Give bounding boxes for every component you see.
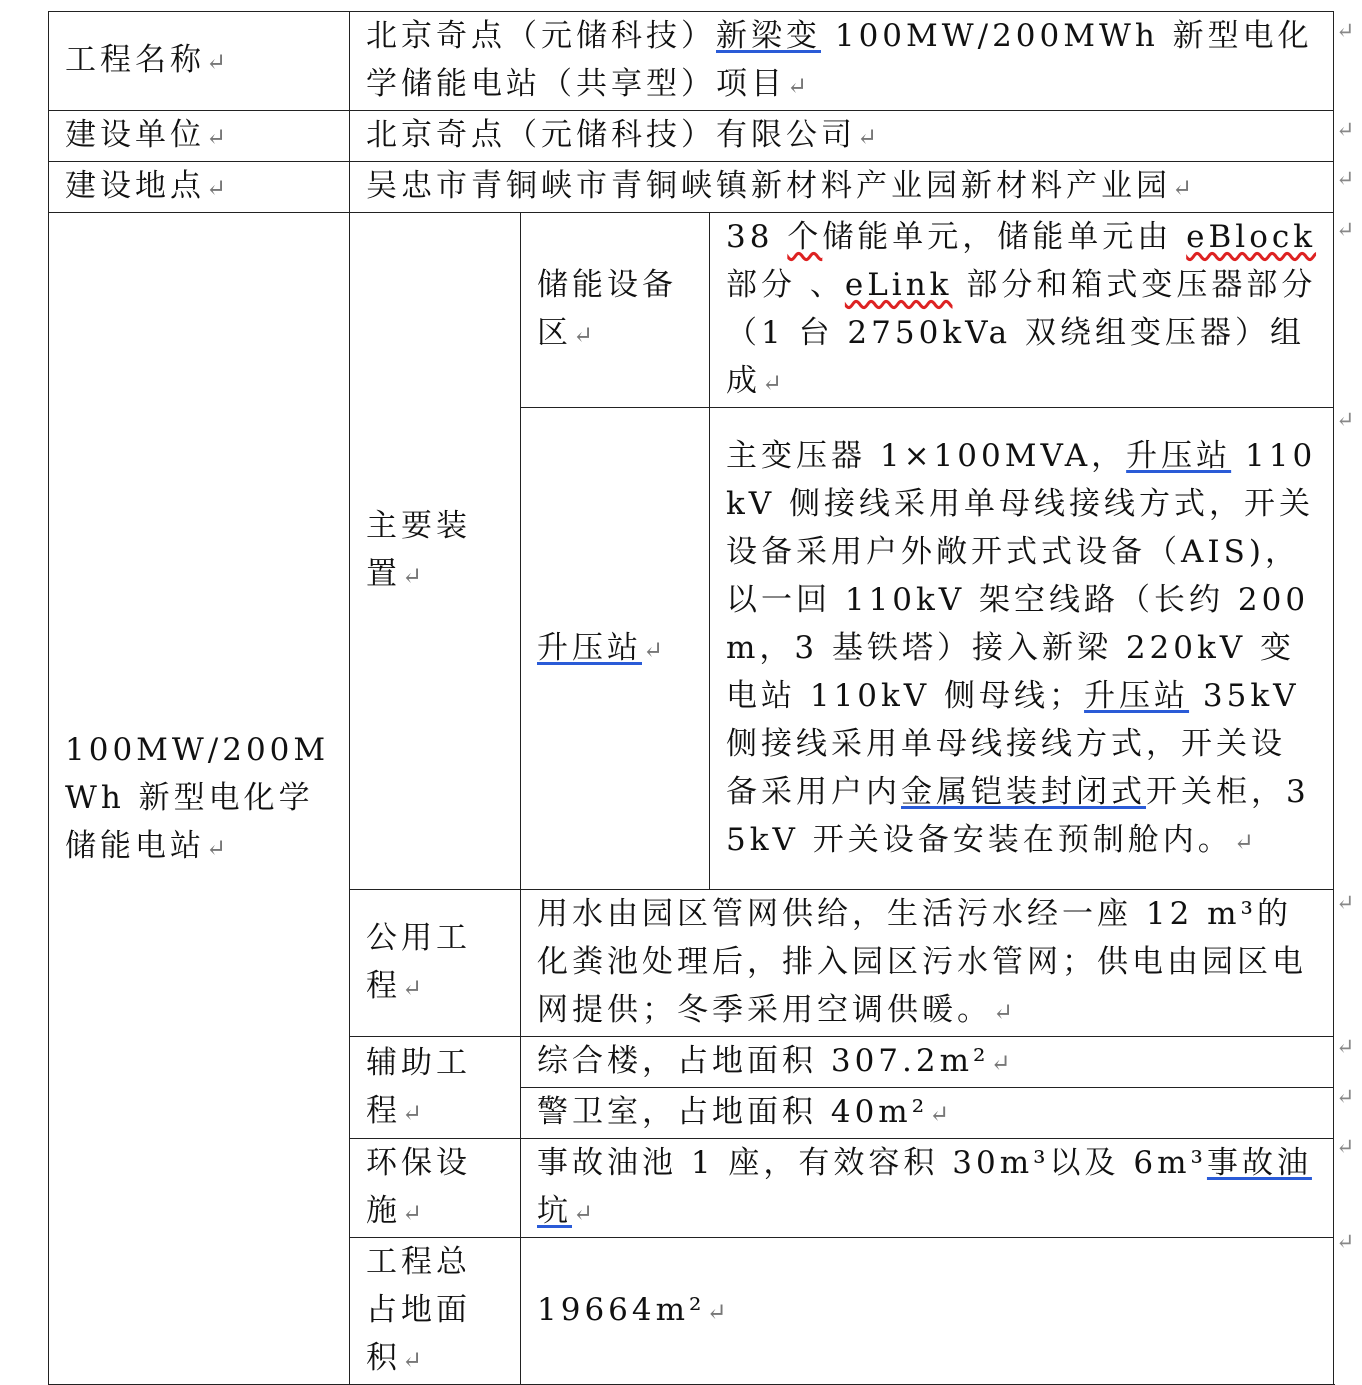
storage-desc-part: 部分和箱式变压器部分 （1 台 2750kVa 双绕组变压器）组成 [726,267,1317,399]
auxiliary-item-cell [521,1088,1334,1139]
storage-desc-part: 部分 、 [726,267,845,303]
builder-label-cell [49,111,350,162]
paragraph-mark: ↵ [706,1298,727,1326]
environmental-underlined-term: 事故油坑 [537,1145,1312,1229]
station-label-cell [49,213,350,1385]
row-end-mark: ↵ [1336,19,1355,44]
auxiliary-item: 警卫室，占地面积 40m² [537,1094,929,1130]
paragraph-mark: ↵ [787,72,808,100]
location-value: 吴忠市青铜峡市青铜峡镇新材料产业园新材料产业园 [366,168,1171,204]
paragraph-mark: ↵ [1172,174,1193,202]
auxiliary-item: 综合楼，占地面积 307.2m² [537,1043,990,1079]
booster-desc-part: 主变压器 1×100MVA， [726,437,1127,474]
main-equipment-label: 主要装置 [366,508,471,592]
row-project-name [49,12,1334,111]
row-end-mark: ↵ [1336,167,1355,192]
storage-desc-flagged-term: eBlock [1186,219,1317,255]
booster-desc-underlined-term: 金属铠装封闭式 [901,773,1146,810]
booster-desc-underlined-term: 升压站 [1084,677,1190,714]
storage-desc-flagged-term: eLink [844,267,953,303]
row-end-mark: ↵ [1336,408,1355,433]
builder-value: 北京奇点（元储科技）有限公司 [366,117,856,153]
paragraph-mark: ↵ [402,1098,423,1127]
paragraph-mark: ↵ [929,1100,950,1128]
paragraph-mark: ↵ [573,1199,594,1227]
auxiliary-label-cell [350,1037,521,1139]
auxiliary-label: 辅助工程 [366,1044,471,1129]
environmental-value-cell [521,1139,1334,1238]
project-name-label: 工程名称 [65,42,205,78]
row-builder [49,111,1334,162]
total-area-label: 工程总占地面积 [366,1244,471,1376]
row-end-mark: ↵ [1336,1085,1355,1110]
paragraph-mark: ↵ [206,48,227,76]
paragraph-mark: ↵ [206,174,227,202]
main-equipment-label-cell [350,213,521,890]
total-area-value-cell [521,1238,1334,1385]
total-area-label-cell [350,1238,521,1385]
project-info-table [48,11,1334,1385]
public-works-value: 用水由园区管网供给，生活污水经一座 12 m³的化粪池处理后，排入园区污水管网；供电由园区电网提供；冬季采用空调供暖。 [537,896,1307,1028]
row-storage-area [49,213,1334,408]
project-name-part-3: 100MW/200MWh 新型电化学储能电站（共享型）项目 [366,18,1313,102]
location-label-cell [49,162,350,213]
storage-desc-cell [710,213,1334,408]
public-works-label-cell [350,890,521,1037]
booster-desc-underlined-term: 升压站 [1126,437,1232,474]
paragraph-mark: ↵ [643,635,664,664]
builder-value-cell [350,111,1334,162]
paragraph-mark: ↵ [206,833,227,862]
booster-desc-part: 开关柜，35kV 开关设备安装在预制舱内。 [726,773,1310,858]
row-end-mark: ↵ [1336,218,1355,243]
row-end-mark: ↵ [1336,118,1355,143]
location-label: 建设地点 [65,168,205,204]
row-end-mark: ↵ [1336,891,1355,916]
paragraph-mark: ↵ [990,1049,1011,1077]
paragraph-mark: ↵ [993,998,1014,1026]
project-name-value-cell [350,12,1334,111]
storage-label-cell [521,213,710,408]
auxiliary-item-cell [521,1037,1334,1088]
storage-desc-flagged-term: 个 [787,219,823,255]
location-value-cell [350,162,1334,213]
paragraph-mark: ↵ [402,562,423,590]
storage-desc-part: 38 [726,219,788,255]
paragraph-mark: ↵ [1233,827,1254,856]
environmental-value-part: 事故油池 1 座，有效容积 30m³以及 6m³ [537,1145,1207,1181]
row-end-marks [1336,0,1360,1299]
station-label: 100MW/200MWh 新型电化学储能电站 [65,731,330,864]
builder-label: 建设单位 [65,117,205,153]
booster-desc-cell [710,408,1334,890]
booster-desc-part: 110kV 侧接线采用单母线接线方式，开关设备采用户外敞开式式设备（AIS)，以一回 110kV 架空线路（长约 200m，3 基铁塔）接入新梁 220kV 变电站 110kV 侧母线； [726,437,1317,714]
booster-label: 升压站 [537,629,642,666]
paragraph-mark: ↵ [762,369,783,397]
row-end-mark: ↵ [1336,1135,1355,1160]
booster-label-cell [521,408,710,890]
paragraph-mark: ↵ [402,1346,423,1374]
storage-label: 储能设备区 [537,267,677,351]
paragraph-mark: ↵ [857,123,878,151]
booster-desc-part: 35kV 侧接线采用单母线接线方式，开关设备采用户内 [726,677,1300,810]
paragraph-mark: ↵ [206,123,227,151]
project-name-label-cell [49,12,350,111]
paragraph-mark: ↵ [402,1199,423,1227]
row-end-mark: ↵ [1336,1035,1355,1060]
row-end-mark: ↵ [1336,1230,1355,1255]
environmental-label: 环保设施 [366,1145,471,1229]
storage-desc-part: 储能单元，储能单元由 [822,219,1187,255]
public-works-value-cell [521,890,1334,1037]
total-area-value: 19664m² [537,1292,706,1328]
environmental-label-cell [350,1139,521,1238]
project-name-underlined-term: 新梁变 [716,18,821,54]
row-location [49,162,1334,213]
paragraph-mark: ↵ [573,321,594,349]
project-name-part-1: 北京奇点（元储科技） [366,18,716,54]
paragraph-mark: ↵ [402,974,423,1002]
public-works-label: 公用工程 [366,920,471,1004]
